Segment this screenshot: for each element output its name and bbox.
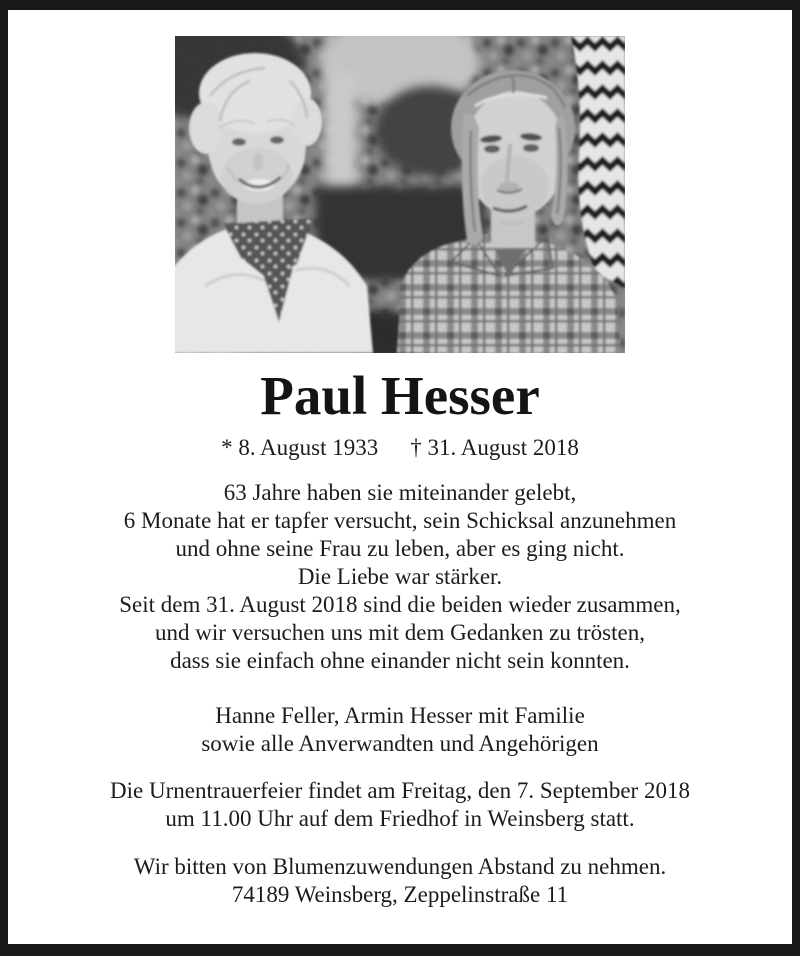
obituary-line: dass sie einfach ohne einander nicht sein konnten. xyxy=(170,647,630,673)
flowers-line: Wir bitten von Blumenzuwendungen Abstand zu nehmen. xyxy=(133,853,667,879)
service-line: um 11.00 Uhr auf dem Friedhof in Weinsberg statt. xyxy=(165,805,635,831)
deceased-name: Paul Hesser xyxy=(260,365,540,426)
obituary-verse xyxy=(8,479,792,675)
life-dates xyxy=(8,434,792,462)
mourners-line: Hanne Feller, Armin Hesser mit Familie xyxy=(215,702,585,728)
address-line: 74189 Weinsberg, Zeppelinstraße 11 xyxy=(231,881,569,907)
mourners xyxy=(8,702,792,758)
birth-date: * 8. August 1933 xyxy=(221,434,379,460)
obituary-line: und wir versuchen uns mit dem Gedanken zu trösten, xyxy=(155,619,645,645)
service-info xyxy=(8,777,792,833)
couple-photo-illustration xyxy=(175,36,625,353)
obituary-line: 63 Jahre haben sie miteinander gelebt, xyxy=(223,479,577,505)
death-date: † 31. August 2018 xyxy=(410,434,579,460)
photo-grain-overlay xyxy=(175,36,625,353)
mourners-line: sowie alle Anverwandten und Angehörigen xyxy=(201,730,599,756)
obituary-line: Die Liebe war stärker. xyxy=(297,563,503,589)
obituary-line: 6 Monate hat er tapfer versucht, sein Schicksal anzunehmen xyxy=(123,507,677,533)
obituary-line: und ohne seine Frau zu leben, aber es ging nicht. xyxy=(175,535,625,561)
memorial-photo xyxy=(175,36,625,353)
obituary-line: Seit dem 31. August 2018 sind die beiden wieder zusammen, xyxy=(119,591,681,617)
flowers-note xyxy=(8,853,792,909)
service-line: Die Urnentrauerfeier findet am Freitag, den 7. September 2018 xyxy=(110,777,690,803)
